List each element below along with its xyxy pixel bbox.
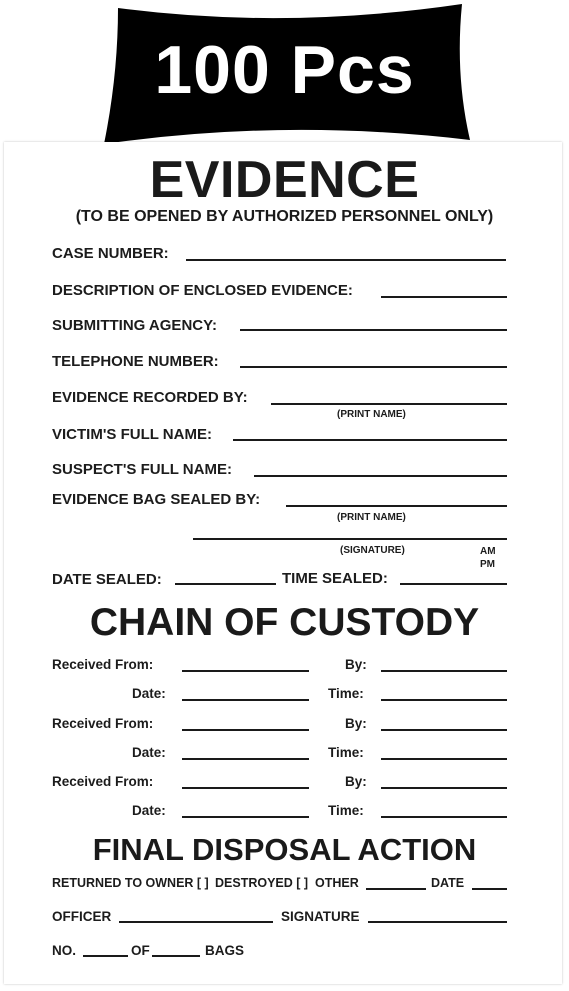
recorded-by-field[interactable] [271, 403, 507, 405]
by-label: By: [345, 657, 367, 672]
telephone-field[interactable] [240, 366, 507, 368]
destroyed-label: DESTROYED [ ] [215, 876, 309, 890]
time-field[interactable] [381, 699, 507, 701]
by-label: By: [345, 774, 367, 789]
disposal-date-label: DATE [431, 876, 465, 890]
received-from-label: Received From: [52, 657, 154, 672]
custody-title: CHAIN OF CUSTODY [89, 601, 480, 644]
received-from-field[interactable] [182, 787, 309, 789]
other-field[interactable] [366, 888, 426, 890]
disposal-title: FINAL DISPOSAL ACTION [92, 832, 477, 867]
suspect-label: SUSPECT'S FULL NAME: [52, 461, 232, 478]
evidence-subtitle: (TO BE OPENED BY AUTHORIZED PERSONNEL ONLY) [75, 208, 494, 225]
date-sealed-field[interactable] [175, 583, 276, 585]
received-from-label: Received From: [52, 716, 154, 731]
victim-label: VICTIM'S FULL NAME: [52, 426, 212, 443]
officer-field[interactable] [119, 921, 273, 923]
time-field[interactable] [381, 816, 507, 818]
telephone-label: TELEPHONE NUMBER: [52, 353, 219, 370]
time-label: Time: [328, 803, 364, 818]
print-name-note-2: (PRINT NAME) [337, 512, 406, 523]
received-from-label: Received From: [52, 774, 154, 789]
date-field[interactable] [182, 758, 309, 760]
sealed-by-label: EVIDENCE BAG SEALED BY: [52, 491, 261, 508]
description-label: DESCRIPTION OF ENCLOSED EVIDENCE: [52, 282, 353, 299]
returned-to-owner-label: RETURNED TO OWNER [ ] [52, 876, 209, 890]
sealed-by-field[interactable] [286, 505, 507, 507]
recorded-by-label: EVIDENCE RECORDED BY: [52, 389, 248, 406]
by-field[interactable] [381, 729, 507, 731]
disposal-signature-field[interactable] [368, 921, 507, 923]
date-label: Date: [132, 745, 166, 760]
other-label: OTHER [315, 876, 359, 890]
time-sealed-label: TIME SEALED: [282, 570, 388, 587]
date-label: Date: [132, 686, 166, 701]
received-from-field[interactable] [182, 729, 309, 731]
by-field[interactable] [381, 670, 507, 672]
disposal-signature-label: SIGNATURE [281, 909, 360, 924]
date-field[interactable] [182, 699, 309, 701]
victim-field[interactable] [233, 439, 507, 441]
time-label: Time: [328, 686, 364, 701]
bag-total-field[interactable] [152, 955, 200, 957]
by-field[interactable] [381, 787, 507, 789]
agency-label: SUBMITTING AGENCY: [52, 317, 217, 334]
pm-label: PM [480, 559, 495, 570]
date-sealed-label: DATE SEALED: [52, 571, 162, 588]
evidence-title: EVIDENCE [149, 151, 420, 209]
date-label: Date: [132, 803, 166, 818]
bag-number-label: NO. [52, 943, 77, 958]
agency-field[interactable] [240, 329, 507, 331]
signature-field[interactable] [193, 538, 507, 540]
time-sealed-field[interactable] [400, 583, 507, 585]
case-number-label: CASE NUMBER: [52, 245, 169, 262]
officer-label: OFFICER [52, 909, 112, 924]
time-label: Time: [328, 745, 364, 760]
received-from-field[interactable] [182, 670, 309, 672]
suspect-field[interactable] [254, 475, 507, 477]
banner-quantity-text: 100 Pcs [154, 32, 415, 108]
description-field[interactable] [381, 296, 507, 298]
bag-number-field[interactable] [83, 955, 128, 957]
signature-note: (SIGNATURE) [340, 545, 405, 556]
date-field[interactable] [182, 816, 309, 818]
case-number-field[interactable] [186, 259, 506, 261]
print-name-note: (PRINT NAME) [337, 409, 406, 420]
bags-label: BAGS [205, 943, 245, 958]
am-label: AM [480, 546, 496, 557]
time-field[interactable] [381, 758, 507, 760]
disposal-date-field[interactable] [472, 888, 507, 890]
of-label: OF [131, 943, 150, 958]
by-label: By: [345, 716, 367, 731]
